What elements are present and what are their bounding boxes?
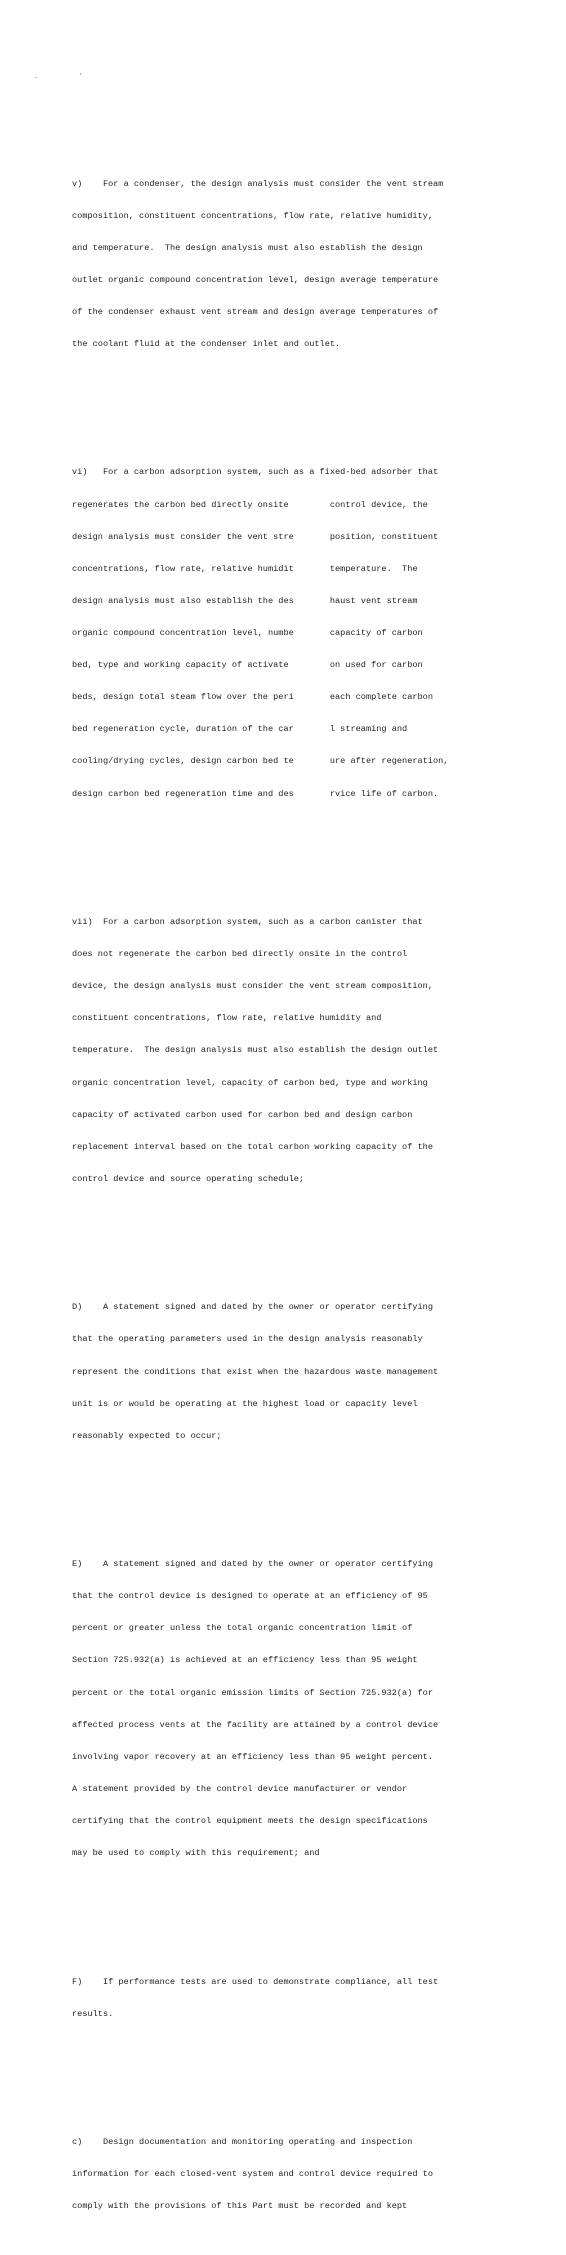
paragraph-gap — [72, 2062, 512, 2073]
text-line: organic compound concentration level, numbe capacity of carbon — [72, 628, 423, 639]
text-line: and temperature. The design analysis must also establish the design — [72, 242, 423, 253]
text-line: c) Design documentation and monitoring operating and inspection — [72, 2137, 413, 2148]
text-line: that the control device is designed to operate at an efficiency of 95 — [72, 1591, 428, 1602]
paragraph-f — [72, 1955, 512, 2041]
text-line: bed, type and working capacity of activate on used for carbon — [72, 660, 423, 671]
document-body — [72, 125, 512, 2255]
text-line: constituent concentrations, flow rate, relative humidity and — [72, 1013, 382, 1024]
paragraph-gap — [72, 1484, 512, 1495]
text-line: design analysis must consider the vent stre position, constituent — [72, 531, 439, 542]
text-line: percent or the total organic emission limits of Section 725.932(a) for — [72, 1687, 433, 1698]
text-line: F) If performance tests are used to demonstrate compliance, all test — [72, 1976, 439, 1987]
text-line: does not regenerate the carbon bed directly onsite in the control — [72, 949, 408, 960]
text-line: information for each closed-vent system and control device required to — [72, 2169, 433, 2180]
text-line: may be used to comply with this requirement; and — [72, 1848, 320, 1859]
text-line: composition, constituent concentrations, flow rate, relative humidity, — [72, 210, 433, 221]
paragraph-vii — [72, 896, 512, 1206]
page-marks: . ' — [34, 72, 101, 80]
text-line: E) A statement signed and dated by the owner or operator certifying — [72, 1559, 433, 1570]
paragraph-gap — [72, 842, 512, 853]
text-line: concentrations, flow rate, relative humidit temperature. The — [72, 563, 418, 574]
text-line: involving vapor recovery at an efficiency less than 95 weight percent. — [72, 1751, 433, 1762]
text-line: represent the conditions that exist when the hazardous waste management — [72, 1366, 439, 1377]
text-line: reasonably expected to occur; — [72, 1430, 222, 1441]
text-line: device, the design analysis must consider the vent stream composition, — [72, 981, 433, 992]
text-line: the coolant fluid at the condenser inlet and outlet. — [72, 339, 341, 350]
text-line: percent or greater unless the total organic concentration limit of — [72, 1623, 413, 1634]
text-line: design carbon bed regeneration time and des rvice life of carbon. — [72, 788, 439, 799]
text-line: results. — [72, 2008, 114, 2019]
text-line: temperature. The design analysis must also establish the design outlet — [72, 1045, 439, 1056]
text-line: that the operating parameters used in the design analysis reasonably — [72, 1334, 423, 1345]
paragraph-d — [72, 1281, 512, 1463]
text-line: of the condenser exhaust vent stream and design average temperatures of — [72, 306, 439, 317]
text-line: regenerates the carbon bed directly onsite control device, the — [72, 499, 428, 510]
text-line: Section 725.932(a) is achieved at an efficiency less than 95 weight — [72, 1655, 418, 1666]
text-line: A statement provided by the control device manufacturer or vendor — [72, 1783, 408, 1794]
paragraph-c — [72, 2116, 512, 2234]
text-line: affected process vents at the facility are attained by a control device — [72, 1719, 439, 1730]
text-line: v) For a condenser, the design analysis must consider the vent stream — [72, 178, 444, 189]
text-line: control device and source operating schedule; — [72, 1173, 305, 1184]
text-line: certifying that the control equipment meets the design specifications — [72, 1816, 428, 1827]
text-line: organic concentration level, capacity of carbon bed, type and working — [72, 1077, 428, 1088]
text-line: replacement interval based on the total carbon working capacity of the — [72, 1141, 433, 1152]
text-line: design analysis must also establish the des haust vent stream — [72, 595, 418, 606]
text-line: vi) For a carbon adsorption system, such as a fixed-bed adsorber that — [72, 467, 439, 478]
paragraph-gap — [72, 1902, 512, 1913]
paragraph-vi — [72, 446, 512, 821]
paragraph-v — [72, 157, 512, 371]
text-line: cooling/drying cycles, design carbon bed te ure after regeneration, — [72, 756, 449, 767]
text-line: unit is or would be operating at the highest load or capacity level — [72, 1398, 418, 1409]
text-line: comply with the provisions of this Part must be recorded and kept — [72, 2201, 408, 2212]
paragraph-gap — [72, 1227, 512, 1238]
text-line: vii) For a carbon adsorption system, such as a carbon canister that — [72, 917, 423, 927]
text-line: beds, design total steam flow over the peri each complete carbon — [72, 692, 433, 703]
text-line: outlet organic compound concentration level, design average temperature — [72, 274, 439, 285]
text-line: D) A statement signed and dated by the owner or operator certifying — [72, 1302, 433, 1313]
paragraph-e — [72, 1538, 512, 1881]
text-line: bed regeneration cycle, duration of the car l streaming and — [72, 724, 408, 735]
paragraph-gap — [72, 393, 512, 404]
text-line: capacity of activated carbon used for carbon bed and design carbon — [72, 1109, 413, 1120]
